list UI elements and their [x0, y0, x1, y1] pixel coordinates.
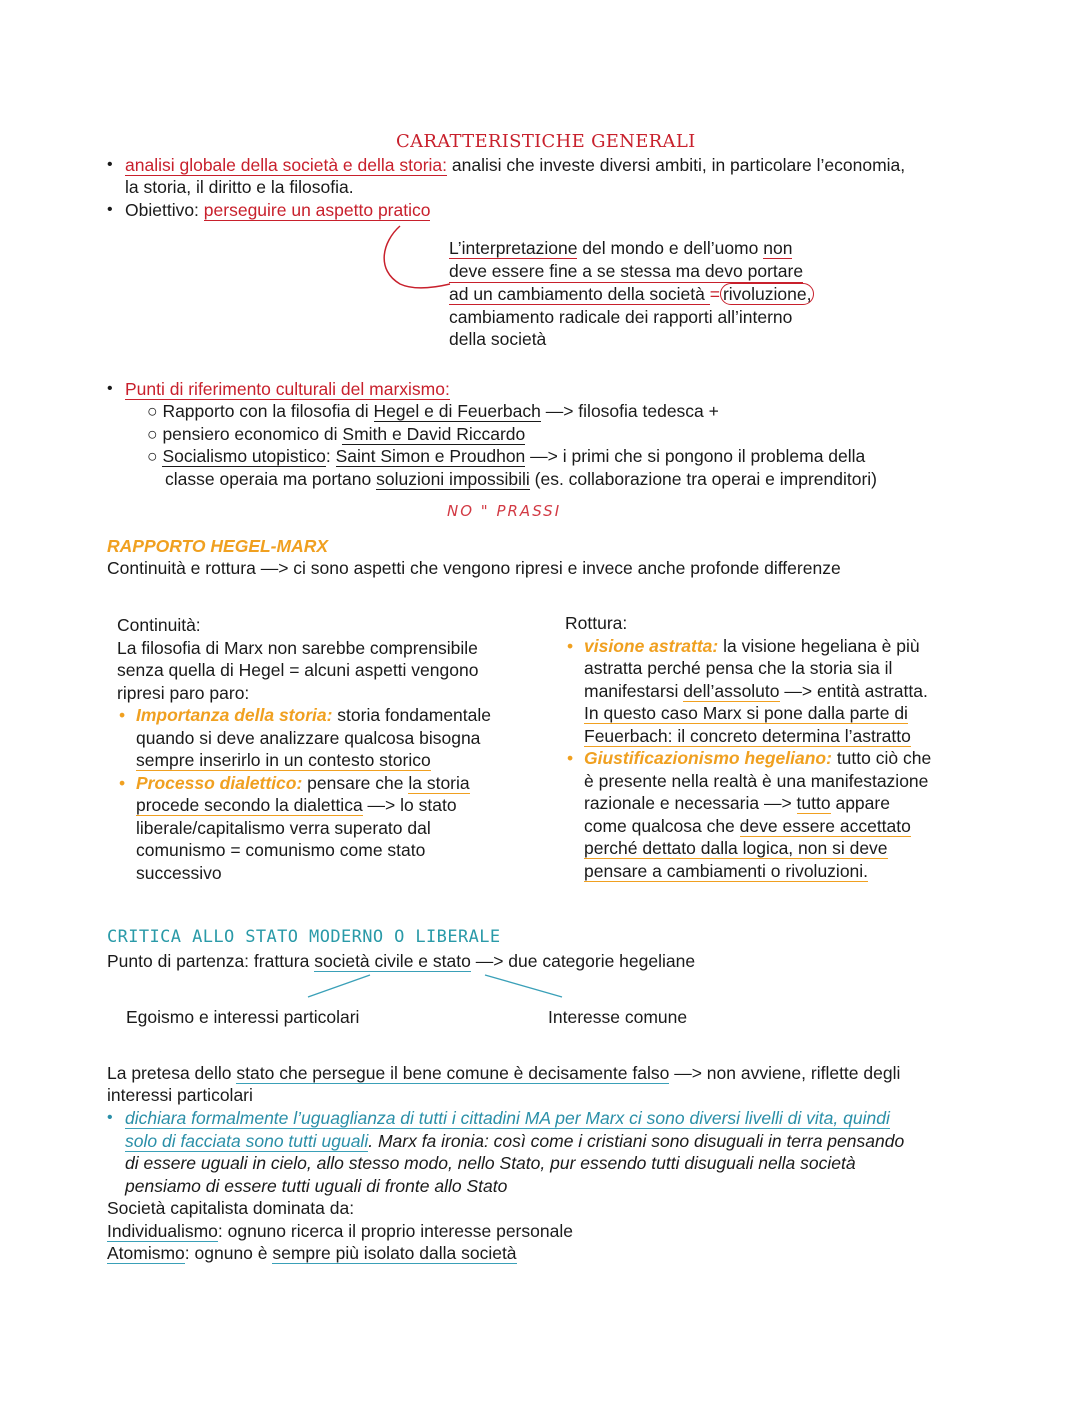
branch-egoismo: Egoismo e interessi particolari	[126, 1007, 360, 1027]
bullet: •	[107, 156, 113, 173]
branch-lines	[300, 972, 570, 1002]
bullet-punti-riferimento: Punti di riferimento culturali del marxismo:	[125, 379, 450, 399]
column-continuita: Continuità: La filosofia di Marx non sarebbe comprensibile senza quella di Hegel = alcuni aspetti vengono ripresi paro paro: • Importanza della storia: storia fondamentale quando si deve analizzare qualcosa bisogna sempre inserirlo in un contesto storico • Processo dialettico: pensare che la storia procede secondo la dialettica —> lo stato liberale/capitalismo verra superato dal comunismo = comunismo come stato successivo	[117, 615, 492, 883]
section-title-critica-stato: CRITICA ALLO STATO MODERNO O LIBERALE	[107, 927, 501, 947]
bullet: •	[107, 380, 113, 397]
branch-interesse-comune: Interesse comune	[548, 1007, 688, 1027]
bullet-obiettivo: Obiettivo: perseguire un aspetto pratico	[125, 200, 431, 220]
column-rottura: Rottura: • visione astratta: la visione hegeliana è più astratta perché pensa che la storia sia il manifestarsi dell’assoluto —> entità astratta. In questo caso Marx si pone dalla parte di Feuerbach: il concreto determina l’astratto • Giustificazionismo hegeliano: tutto ciò che è presente nella realtà è una manifestazione razionale e necessaria —> tutto appare come qualcosa che deve essere accettato perché dettato dalla logica, non si deve pensare a cambiamenti o rivoluzioni.	[565, 613, 932, 881]
intro-continuita-rottura: Continuità e rottura —> ci sono aspetti che vengono ripresi e invece anche profonde differenze	[107, 558, 841, 578]
sublist-riferimenti: ○ Rapporto con la filosofia di Hegel e di Feuerbach —> filosofia tedesca + ○ pensiero economico di Smith e David Riccardo ○ Socialismo utopistico: Saint Simon e Proudhon —> i primi che si pongono il problema della classe operaia ma portano soluzioni impossibili (es. collaborazione tra operai e imprenditori)	[147, 401, 878, 489]
bullet: •	[107, 201, 113, 218]
rivoluzione-circled: rivoluzione,	[720, 283, 815, 305]
societa-capitalista: Società capitalista dominata da: Individualismo: ognuno ricerca il proprio interesse personale Atomismo: ognuno è sempre più isolato dalla società	[107, 1198, 573, 1263]
pretesa-stato: La pretesa dello stato che persegue il bene comune è decisamente falso —> non avviene, riflette degli	[107, 1063, 901, 1083]
bullet-analisi-globale: analisi globale della società e della storia: analisi che investe diversi ambiti, in particolare l’economia,	[125, 155, 906, 175]
punto-di-partenza: Punto di partenza: frattura società civile e stato —> due categorie hegeliane	[107, 951, 696, 971]
bullet-analisi-line2: la storia, il diritto e la filosofia.	[125, 177, 354, 197]
section-title-hegel-marx: RAPPORTO HEGEL-MARX	[107, 536, 329, 556]
bullet: •	[107, 1109, 113, 1126]
note-no-prassi: NO " PRASSI	[447, 502, 562, 520]
bullet-uguaglianza: dichiara formalmente l’uguaglianza di tutti i cittadini MA per Marx ci sono diversi livelli di vita, quindi solo di facciata sono tutti uguali. Marx fa ironia: così come i cristiani sono disuguali in terra pensando di essere uguali in cielo, allo stesso modo, nello Stato, pur essendo tutti disuguali nella società pensiamo di essere tutti uguali di fronte allo Stato	[125, 1108, 905, 1196]
interpretazione-block: L’interpretazione del mondo e dell’uomo non deve essere fine a se stessa ma devo portare ad un cambiamento della società = rivoluzione, cambiamento radicale dei rapporti all’interno della società	[449, 237, 814, 351]
pretesa-stato-line2: interessi particolari	[107, 1085, 253, 1105]
section-title-caratteristiche: CARATTERISTICHE GENERALI	[396, 131, 696, 152]
red-bracket-arrow	[378, 222, 458, 297]
